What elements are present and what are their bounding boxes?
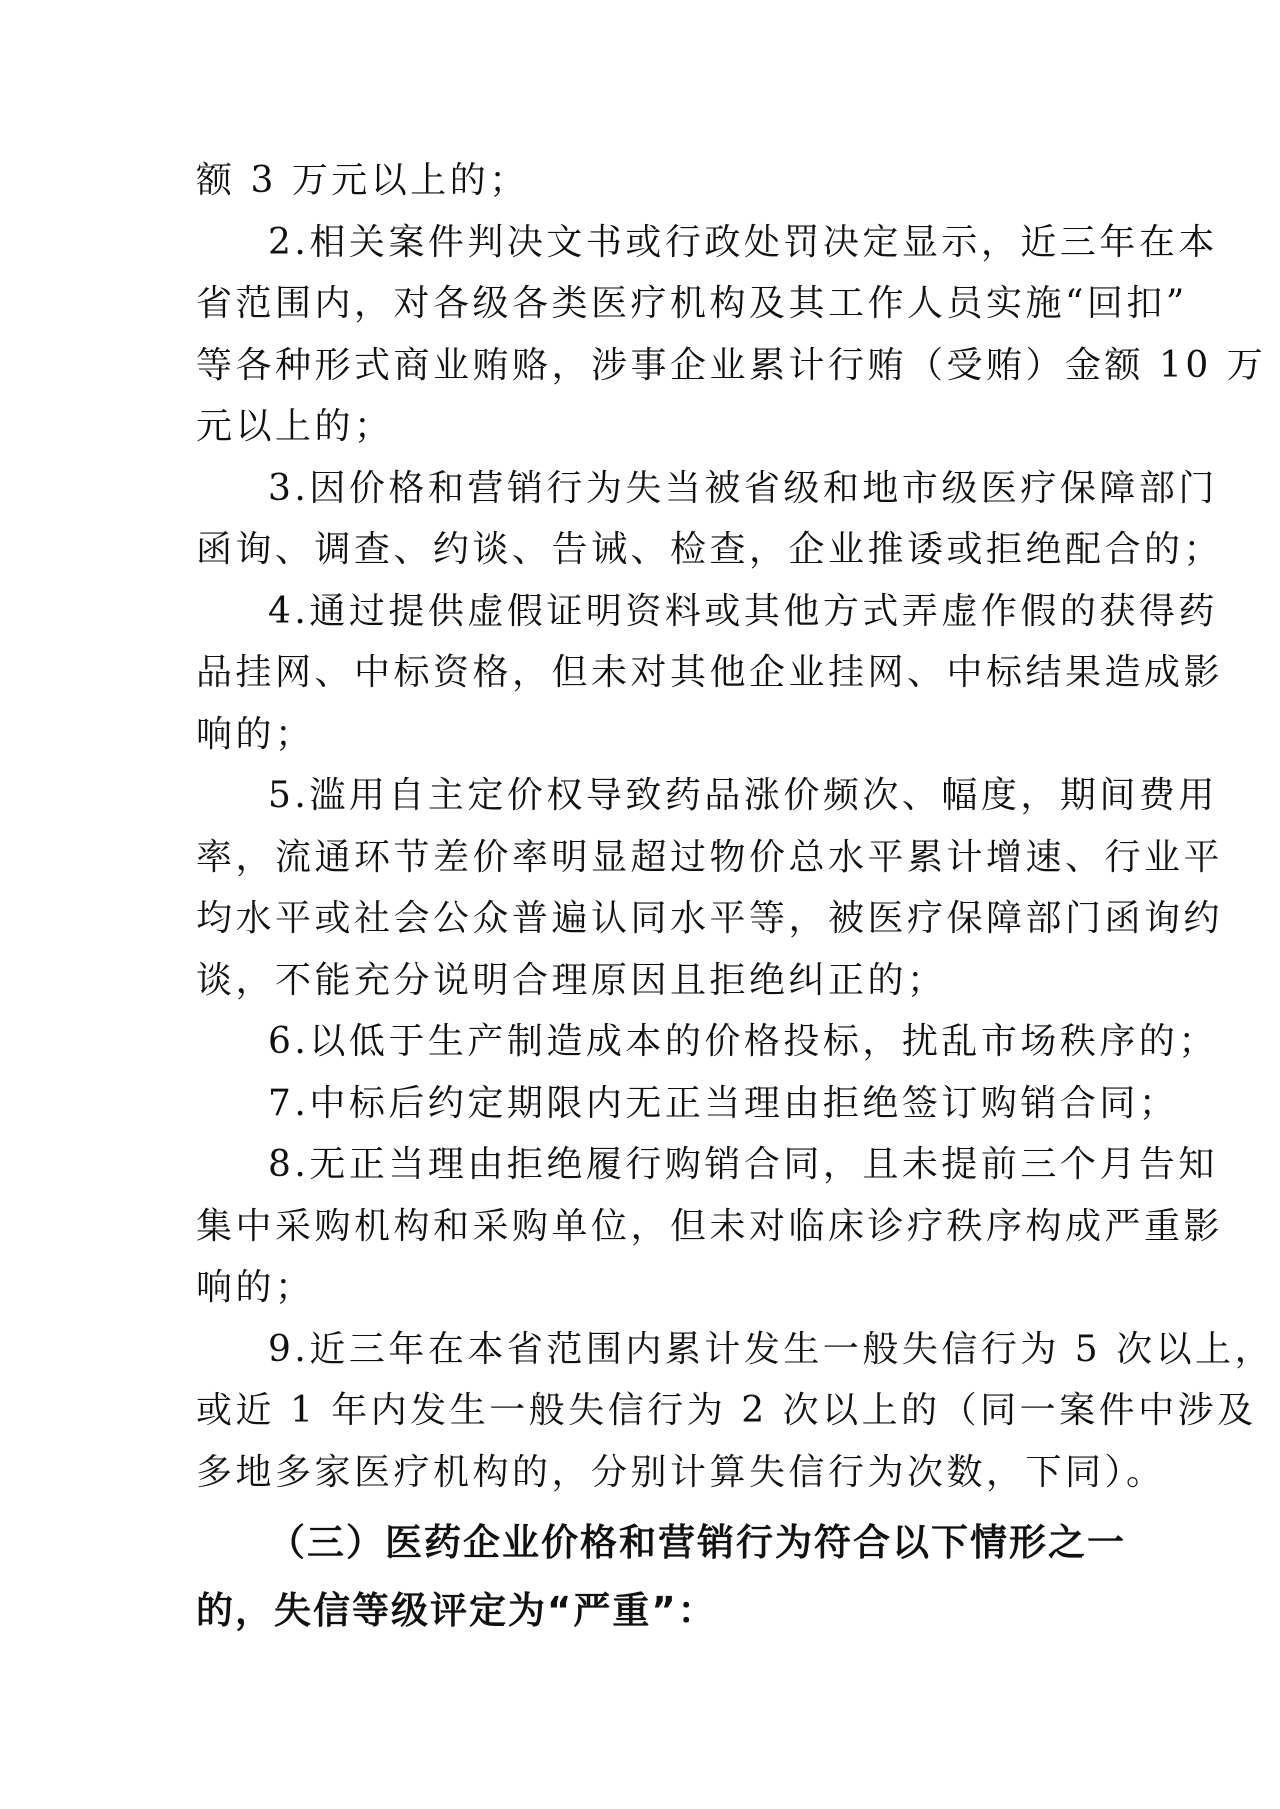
text-line: 率，流通环节差价率明显超过物价总水平累计增速、行业平 xyxy=(196,836,1224,878)
heading-line: 的，失信等级评定为“严重”： xyxy=(196,1589,717,1632)
text-line: 多地多家医疗机构的，分别计算失信行为次数，下同）。 xyxy=(196,1451,1166,1493)
text-line: 均水平或社会公众普遍认同水平等，被医疗保障部门函询约 xyxy=(196,898,1224,939)
paragraph-item-8 xyxy=(196,1134,1224,1319)
text-line: 8.无正当理由拒绝履行购销合同，且未提前三个月告知 xyxy=(268,1144,1218,1185)
document-page xyxy=(196,150,1275,1645)
text-line: 3.因价格和营销行为失当被省级和地市级医疗保障部门 xyxy=(268,467,1218,509)
paragraph-item-4 xyxy=(196,581,1224,766)
heading-line: （三）医药企业价格和营销行为符合以下情形之一 xyxy=(268,1521,1126,1564)
paragraph-item-7 xyxy=(196,1073,1179,1135)
text-line: 等各种形式商业贿赂，涉事企业累计行贿（受贿）金额 10 万 xyxy=(196,344,1267,386)
section-heading xyxy=(196,1509,1126,1645)
text-line: 响的； xyxy=(196,1267,315,1308)
text-line: 或近 1 年内发生一般失信行为 2 次以上的（同一案件中涉及 xyxy=(196,1390,1257,1431)
text-line: 省范围内，对各级各类医疗机构及其工作人员实施“回扣” xyxy=(196,283,1188,324)
paragraph-item-3 xyxy=(196,458,1224,581)
paragraph-item-5 xyxy=(196,765,1224,1011)
text-line: 谈，不能充分说明合理原因且拒绝纠正的； xyxy=(196,959,947,1001)
text-line: 元以上的； xyxy=(196,406,394,447)
text-line: 5.滥用自主定价权导致药品涨价频次、幅度，期间费用 xyxy=(268,775,1218,816)
paragraph-item-9 xyxy=(196,1319,1275,1504)
text-line: 额 3 万元以上的； xyxy=(196,160,529,201)
paragraph-item-6 xyxy=(196,1011,1218,1073)
text-line: 6.以低于生产制造成本的价格投标，扰乱市场秩序的； xyxy=(268,1021,1218,1062)
paragraph-item-1-tail xyxy=(196,150,1096,212)
text-line: 2.相关案件判决文书或行政处罚决定显示，近三年在本 xyxy=(268,221,1218,263)
text-line: 9.近三年在本省范围内累计发生一般失信行为 5 次以上， xyxy=(268,1328,1275,1370)
text-line: 函询、调查、约谈、告诫、检查，企业推诿或拒绝配合的； xyxy=(196,529,1224,570)
text-line: 4.通过提供虚假证明资料或其他方式弄虚作假的获得药 xyxy=(268,590,1218,632)
text-line: 7.中标后约定期限内无正当理由拒绝签订购销合同； xyxy=(268,1082,1179,1124)
text-line: 集中采购机构和采购单位，但未对临床诊疗秩序构成严重影 xyxy=(196,1205,1224,1247)
text-line: 品挂网、中标资格，但未对其他企业挂网、中标结果造成影 xyxy=(196,652,1224,693)
text-line: 响的； xyxy=(196,713,315,755)
paragraph-item-2 xyxy=(196,212,1267,458)
